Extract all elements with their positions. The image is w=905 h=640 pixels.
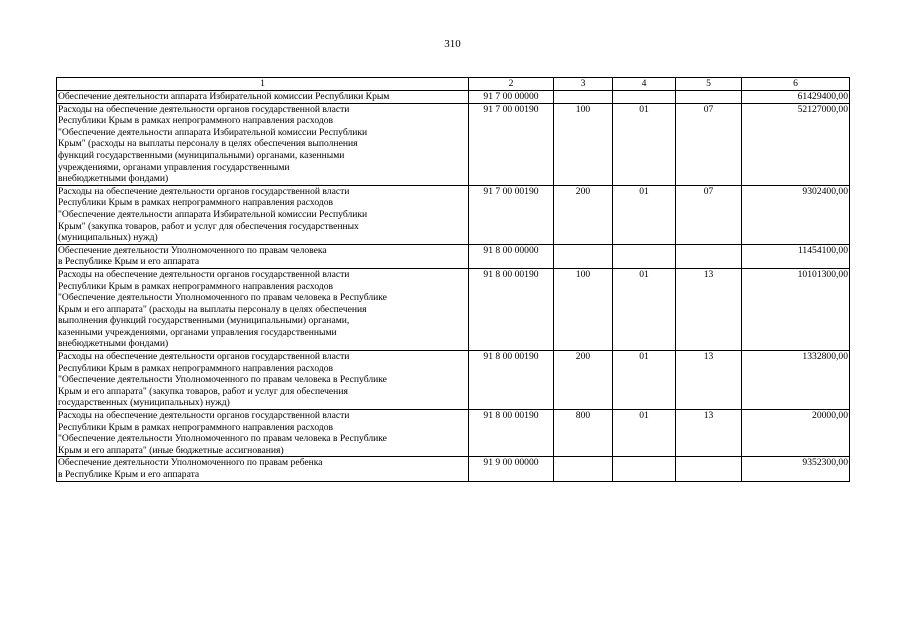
row-section: [613, 244, 676, 268]
table-row: [57, 268, 850, 350]
row-name-line: Крым и его аппарата" (закупка товаров, работ и услуг для обеспечения: [58, 385, 348, 397]
row-amount: 10101300,00: [742, 268, 850, 350]
row-name-line: в Республике Крым и его аппарата: [58, 256, 200, 268]
row-expense-type: 200: [554, 351, 613, 410]
budget-table: [56, 77, 850, 482]
row-name-line: Крым и его аппарата" (иные бюджетные ассигнования): [58, 444, 284, 456]
row-name-line: Крым" (закупка товаров, работ и услуг для обеспечения государственных: [58, 220, 359, 232]
row-name-line: Расходы на обеспечение деятельности органов государственной власти: [58, 268, 350, 280]
row-subsection: 13: [676, 351, 742, 410]
row-target-article: 91 8 00 00190: [469, 268, 554, 350]
table-row: [57, 244, 850, 268]
table-row: [57, 457, 850, 481]
row-name-line: Республики Крым в рамках непрограммного направления расходов: [58, 421, 334, 433]
header-row: [57, 78, 850, 91]
table-row: [57, 351, 850, 410]
row-section: 01: [613, 268, 676, 350]
row-section: 01: [613, 185, 676, 244]
row-name-line: Расходы на обеспечение деятельности органов государственной власти: [58, 410, 350, 422]
row-name-line: внебюджетными фондами): [58, 173, 169, 185]
table-row: [57, 185, 850, 244]
row-name-line: Обеспечение деятельности Уполномоченного по правам ребенка: [58, 457, 323, 469]
row-amount: 1332800,00: [742, 351, 850, 410]
row-amount: 9352300,00: [742, 457, 850, 481]
row-name-line: Расходы на обеспечение деятельности органов государственной власти: [58, 351, 350, 363]
row-name-line: Крым" (расходы на выплаты персоналу в целях обеспечения выполнения: [58, 138, 358, 150]
row-subsection: 13: [676, 268, 742, 350]
row-target-article: 91 8 00 00000: [469, 244, 554, 268]
row-name-line: учреждениями, органами управления государственными: [58, 161, 290, 173]
row-expense-type: [554, 91, 613, 104]
row-amount: 11454100,00: [742, 244, 850, 268]
row-name-line: внебюджетными фондами): [58, 338, 169, 350]
table-row: [57, 410, 850, 457]
row-name-cell: [57, 268, 469, 350]
row-expense-type: 200: [554, 185, 613, 244]
row-name-line: Республики Крым в рамках непрограммного направления расходов: [58, 362, 334, 374]
row-name-cell: [57, 410, 469, 457]
row-name-line: "Обеспечение деятельности аппарата Избирательной комиссии Республики: [58, 208, 368, 220]
row-name-line: Крым и его аппарата" (расходы на выплаты персоналу в целях обеспечения: [58, 303, 367, 315]
row-amount: 20000,00: [742, 410, 850, 457]
row-name-line: (муниципальных) нужд): [58, 232, 158, 244]
row-name-line: "Обеспечение деятельности Уполномоченного по правам человека в Республике: [58, 433, 387, 445]
header-section: 4: [613, 78, 676, 91]
row-target-article: 91 7 00 00190: [469, 185, 554, 244]
row-section: [613, 91, 676, 104]
row-expense-type: 800: [554, 410, 613, 457]
row-subsection: 13: [676, 410, 742, 457]
page-number: 310: [444, 38, 461, 50]
row-expense-type: [554, 244, 613, 268]
row-section: [613, 457, 676, 481]
row-name-line: "Обеспечение деятельности Уполномоченного по правам человека в Республике: [58, 374, 387, 386]
row-amount: 9302400,00: [742, 185, 850, 244]
header-target-article: 2: [469, 78, 554, 91]
row-target-article: 91 8 00 00190: [469, 351, 554, 410]
row-amount: 52127000,00: [742, 103, 850, 185]
row-name-cell: [57, 91, 469, 104]
row-target-article: 91 8 00 00190: [469, 410, 554, 457]
row-name-line: "Обеспечение деятельности Уполномоченного по правам человека в Республике: [58, 292, 387, 304]
table-row: [57, 103, 850, 185]
row-name-line: в Республике Крым и его аппарата: [58, 469, 200, 480]
row-section: 01: [613, 410, 676, 457]
row-amount: 61429400,00: [742, 91, 850, 104]
header-name: 1: [57, 78, 469, 91]
row-name-line: "Обеспечение деятельности аппарата Избирательной комиссии Республики: [58, 126, 368, 138]
row-expense-type: 100: [554, 103, 613, 185]
row-name-line: государственных (муниципальных) нужд): [58, 397, 230, 409]
row-name-cell: [57, 244, 469, 268]
row-target-article: 91 7 00 00000: [469, 91, 554, 104]
row-subsection: 07: [676, 185, 742, 244]
row-name-line: казенными учреждениями, органами управления государственными: [58, 326, 337, 338]
row-name-cell: [57, 103, 469, 185]
header-expense-type: 3: [554, 78, 613, 91]
row-subsection: 07: [676, 103, 742, 185]
row-subsection: [676, 244, 742, 268]
table-body: [57, 91, 850, 482]
row-target-article: 91 7 00 00190: [469, 103, 554, 185]
header-amount: 6: [742, 78, 850, 91]
row-name-cell: [57, 185, 469, 244]
row-name-cell: [57, 351, 469, 410]
row-expense-type: [554, 457, 613, 481]
row-name-line: Расходы на обеспечение деятельности органов государственной власти: [58, 103, 350, 115]
row-name-line: Обеспечение деятельности Уполномоченного по правам человека: [58, 244, 327, 256]
row-section: 01: [613, 351, 676, 410]
row-name-line: выполнения функций государственными (муниципальными) органами,: [58, 315, 350, 327]
row-subsection: [676, 457, 742, 481]
row-name-cell: [57, 457, 469, 481]
row-name-line: Расходы на обеспечение деятельности органов государственной власти: [58, 185, 350, 197]
header-subsection: 5: [676, 78, 742, 91]
table-row: [57, 91, 850, 104]
row-name-line: функций государственными (муниципальными) органами, казенными: [58, 149, 345, 161]
row-name-line: Республики Крым в рамках непрограммного направления расходов: [58, 280, 334, 292]
row-section: 01: [613, 103, 676, 185]
row-target-article: 91 9 00 00000: [469, 457, 554, 481]
row-name-line: Республики Крым в рамках непрограммного направления расходов: [58, 115, 334, 127]
row-name-line: Обеспечение деятельности аппарата Избирательной комиссии Республики Крым: [58, 91, 390, 102]
row-expense-type: 100: [554, 268, 613, 350]
row-subsection: [676, 91, 742, 104]
row-name-line: Республики Крым в рамках непрограммного направления расходов: [58, 197, 334, 209]
